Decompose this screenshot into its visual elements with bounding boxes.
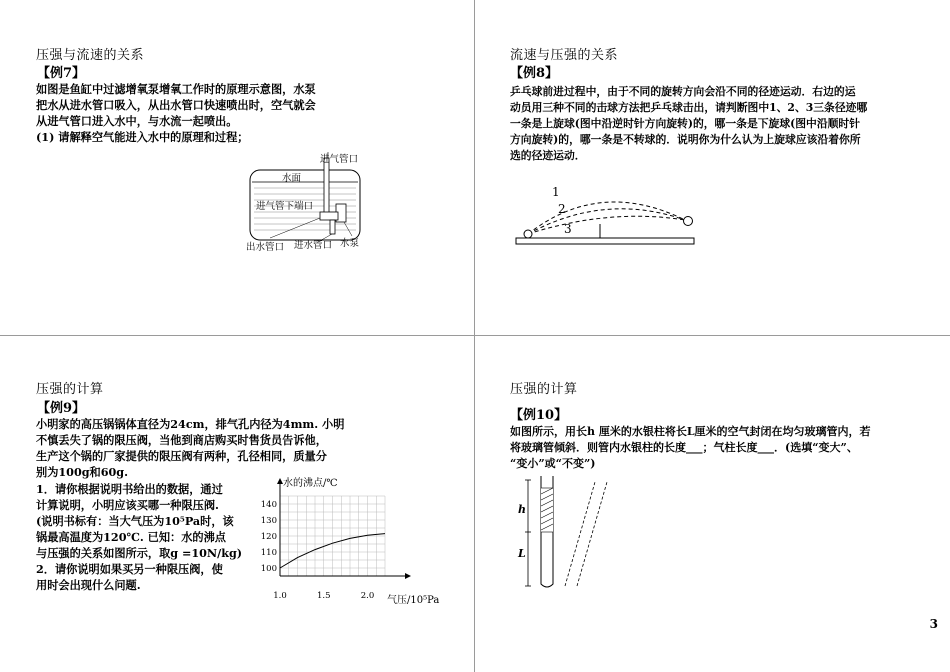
slide2-body	[510, 84, 867, 164]
slide4-body	[510, 424, 871, 472]
label-L: L	[518, 547, 526, 560]
ball-end	[684, 217, 693, 226]
y-tick-label: 110	[260, 548, 277, 558]
label-water-surface: 水面	[282, 173, 302, 184]
y-tick-label: 120	[260, 532, 277, 542]
label-pump: 水泵	[340, 238, 360, 249]
x-axis-arrow	[405, 573, 411, 579]
slide4-example: 【例10】	[510, 408, 568, 423]
label-inlet-water: 进水管口	[294, 240, 333, 251]
leader-outlet	[270, 218, 320, 238]
slide3-line: 小明家的高压锅锅体直径为24cm，排气孔内径为4mm. 小明	[36, 417, 345, 431]
path-label-1: 1	[552, 185, 560, 199]
slide3-qline: 1．请你根据说明书给出的数据，通过	[36, 482, 223, 496]
glass-tube-diagram	[515, 474, 625, 594]
slide3-line: 别为100g和60g.	[36, 465, 129, 479]
path-label-2: 2	[558, 202, 566, 216]
tilted-tube-left	[565, 482, 595, 586]
slide1-body	[36, 81, 316, 145]
slide1-example: 【例7】	[37, 66, 86, 81]
slide3-qline: 与压强的关系如图所示，取g =10N/kg)	[36, 546, 243, 560]
slide1-title: 压强与流速的关系	[36, 48, 145, 63]
slide2-title: 流速与压强的关系	[510, 48, 619, 63]
slide1-line: 如图是鱼缸中过滤增氧泵增氧工作时的原理示意图，水泵	[36, 82, 316, 96]
pingpong-diagram	[510, 182, 700, 257]
slide3-qline: 用时会出现什么问题.	[36, 578, 141, 592]
slide1-line: 从进气管口进入水中，与水流一起喷出。	[36, 114, 238, 128]
water-inlet-pipe	[330, 220, 335, 234]
y-tick-label: 100	[260, 564, 277, 574]
slide3-example: 【例9】	[37, 401, 86, 416]
x-tick-label: 1.5	[316, 591, 331, 601]
slide3-title: 压强的计算	[36, 382, 104, 397]
slide3-qline: 锅最高温度为120℃. 已知：水的沸点	[36, 530, 226, 544]
slide4-line: 如图所示，用长h 厘米的水银柱将长L厘米的空气封闭在均匀玻璃管内，若	[510, 425, 871, 438]
slide4-line: “变小”或“不变”)	[510, 457, 596, 470]
label-outlet: 出水管口	[246, 242, 285, 253]
tilted-tube-right	[577, 482, 607, 586]
slide2-line: 方向旋转)的，哪一条是不转球的．说明你为什么认为上旋球应该沿着你所	[510, 133, 861, 146]
slide2-line: 动员用三种不同的击球方法把乒乓球击出，请判断图中1、2、3三条径迹哪	[510, 101, 868, 114]
x-tick-label: 2.0	[360, 591, 375, 601]
slide3-body	[36, 416, 344, 480]
y-axis-label: 水的沸点/℃	[283, 478, 338, 489]
x-axis-label: 气压/10⁵Pa	[387, 595, 440, 606]
slide3-line: 不慎丢失了锅的限压阀，当他到商店购买时售货员告诉他，	[36, 433, 327, 447]
table-surface	[516, 238, 694, 244]
slide4-title: 压强的计算	[510, 382, 578, 397]
slide2-example: 【例8】	[510, 66, 559, 81]
outlet-pipe	[320, 212, 338, 220]
slide1-line: (1) 请解释空气能进入水中的原理和过程；	[36, 130, 249, 144]
x-tick-label: 1.0	[273, 591, 287, 601]
vertical-divider	[474, 0, 475, 672]
air-inlet-pipe	[324, 158, 329, 214]
label-inlet-air: 进气管口	[320, 154, 359, 165]
page-number: 3	[929, 617, 938, 631]
y-tick-label: 140	[260, 500, 277, 510]
slide2-line: 乒乓球前进过程中，由于不同的旋转方向会沿不同的径迹运动．右边的运	[510, 85, 856, 98]
boiling-point-chart	[260, 476, 460, 606]
slide3-qline: 2．请你说明如果买另一种限压阀，使	[36, 562, 223, 576]
path-label-3: 3	[564, 222, 572, 236]
slide3-questions	[36, 481, 242, 593]
slide2-line: 一条是上旋球(图中沿逆时针方向旋转)的，哪一条是下旋球(图中沿顺时针	[510, 117, 861, 130]
ball-start	[524, 230, 532, 238]
y-tick-label: 130	[260, 516, 277, 526]
slide3-line: 生产这个锅的厂家提供的限压阀有两种，孔径相同，质量分	[36, 449, 327, 463]
slide2-line: 选的径迹运动．	[510, 149, 586, 162]
path-3	[528, 216, 685, 234]
label-inlet-lower: 进气管下端口	[256, 201, 314, 212]
path-2	[528, 209, 685, 234]
slide1-line: 把水从进水管口吸入，从出水管口快速喷出时，空气就会	[36, 98, 316, 112]
slide3-qline: (说明书标有：当大气压为10⁵Pa时，该	[36, 514, 234, 528]
mercury-column	[541, 488, 553, 532]
label-h: h	[518, 503, 526, 516]
slide3-qline: 计算说明，小明应该买哪一种限压阀.	[36, 498, 219, 512]
horizontal-divider	[0, 335, 950, 336]
slide4-line: 将玻璃管倾斜．则管内水银柱的长度___；气柱长度___．(选填“变大”、	[510, 441, 858, 454]
